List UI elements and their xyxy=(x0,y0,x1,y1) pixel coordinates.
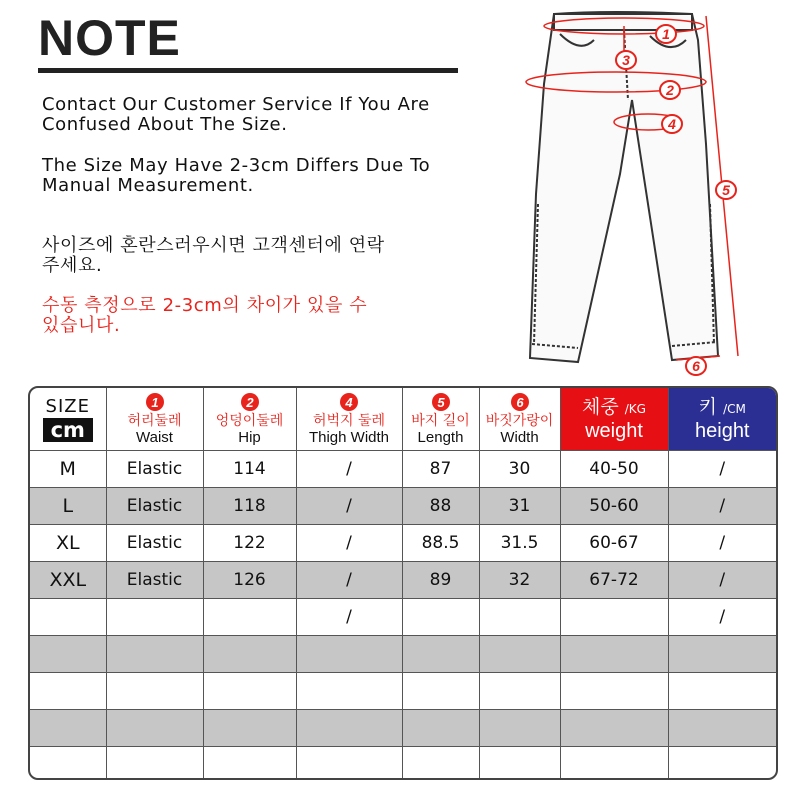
svg-text:2: 2 xyxy=(245,394,254,410)
table-row xyxy=(30,710,776,747)
marker-1-icon xyxy=(656,25,676,43)
marker-6-icon xyxy=(686,357,706,375)
number-2-icon xyxy=(235,392,265,412)
cell-width xyxy=(479,599,560,636)
cell-hip: 122 xyxy=(203,525,296,562)
cell-height xyxy=(668,747,776,781)
note-paragraph-measure-ko: 수동 측정으로 2-3cm의 차이가 있을 수 있습니다. xyxy=(42,295,368,336)
cell-width xyxy=(479,747,560,781)
svg-text:1: 1 xyxy=(662,26,670,42)
cell-thigh xyxy=(296,673,402,710)
header-height: 키 /CM height xyxy=(668,388,776,451)
header-length: 5 바지 길이 Length xyxy=(402,388,479,451)
cell-hip: 114 xyxy=(203,451,296,488)
table-row xyxy=(30,451,776,488)
marker-3-icon xyxy=(616,51,636,69)
marker-4-icon xyxy=(662,115,682,133)
cell-thigh: / xyxy=(296,488,402,525)
cell-width: 32 xyxy=(479,562,560,599)
marker-2-icon xyxy=(660,81,680,99)
cell-size: L xyxy=(30,488,106,525)
svg-text:1: 1 xyxy=(150,394,159,410)
table-row xyxy=(30,673,776,710)
header-hip: 2 엉덩이둘레 Hip xyxy=(203,388,296,451)
cell-thigh xyxy=(296,747,402,781)
note-paragraph-measure-en: The Size May Have 2-3cm Differs Due To Manual Measurement. xyxy=(42,155,431,196)
table-row xyxy=(30,488,776,525)
cell-height: / xyxy=(668,525,776,562)
cell-size: XXL xyxy=(30,562,106,599)
cell-hip xyxy=(203,599,296,636)
svg-text:2: 2 xyxy=(666,82,674,98)
cell-height xyxy=(668,673,776,710)
header-width: 6 바짓가랑이 Width xyxy=(479,388,560,451)
cell-waist xyxy=(106,599,203,636)
cell-height: / xyxy=(668,599,776,636)
cell-height xyxy=(668,710,776,747)
cell-thigh: / xyxy=(296,525,402,562)
cell-width: 31 xyxy=(479,488,560,525)
cell-size: XL xyxy=(30,525,106,562)
table-row xyxy=(30,747,776,781)
cell-weight xyxy=(560,636,668,673)
note-paragraph-contact-en: Contact Our Customer Service If You Are Confused About The Size. xyxy=(42,94,430,135)
cell-weight: 67-72 xyxy=(560,562,668,599)
svg-text:5: 5 xyxy=(722,182,730,198)
cell-hip xyxy=(203,710,296,747)
size-chart-table xyxy=(28,386,778,780)
table-row xyxy=(30,636,776,673)
cell-waist xyxy=(106,710,203,747)
cell-size xyxy=(30,636,106,673)
svg-text:3: 3 xyxy=(622,52,630,68)
cell-weight: 40-50 xyxy=(560,451,668,488)
unit-cm-badge: cm xyxy=(43,418,93,442)
cell-hip xyxy=(203,636,296,673)
cell-length: 88.5 xyxy=(402,525,479,562)
cell-width xyxy=(479,710,560,747)
cell-hip: 118 xyxy=(203,488,296,525)
cell-thigh: / xyxy=(296,599,402,636)
cell-weight xyxy=(560,710,668,747)
cell-hip: 126 xyxy=(203,562,296,599)
cell-weight: 50-60 xyxy=(560,488,668,525)
header-thigh-width: 4 허벅지 둘레 Thigh Width xyxy=(296,388,402,451)
svg-text:5: 5 xyxy=(436,394,445,410)
cell-thigh xyxy=(296,710,402,747)
svg-text:4: 4 xyxy=(668,116,676,132)
cell-height: / xyxy=(668,562,776,599)
note-divider xyxy=(38,68,458,73)
cell-weight xyxy=(560,747,668,781)
cell-weight xyxy=(560,673,668,710)
cell-waist xyxy=(106,636,203,673)
cell-weight: 60-67 xyxy=(560,525,668,562)
marker-5-icon xyxy=(716,181,736,199)
cell-width xyxy=(479,636,560,673)
svg-text:4: 4 xyxy=(345,394,353,410)
cell-size xyxy=(30,673,106,710)
cell-waist: Elastic xyxy=(106,451,203,488)
cell-length xyxy=(402,636,479,673)
table-header-row xyxy=(30,388,776,451)
cell-width xyxy=(479,673,560,710)
cell-length xyxy=(402,673,479,710)
cell-thigh: / xyxy=(296,451,402,488)
cell-size: M xyxy=(30,451,106,488)
cell-weight xyxy=(560,599,668,636)
cell-length: 87 xyxy=(402,451,479,488)
cell-width: 31.5 xyxy=(479,525,560,562)
header-waist: 1 허리둘레 Waist xyxy=(106,388,203,451)
pants-diagram xyxy=(520,4,800,384)
cell-size xyxy=(30,710,106,747)
cell-size xyxy=(30,599,106,636)
cell-height xyxy=(668,636,776,673)
cell-height: / xyxy=(668,488,776,525)
cell-length: 89 xyxy=(402,562,479,599)
cell-hip xyxy=(203,673,296,710)
note-paragraph-contact-ko: 사이즈에 혼란스러우시면 고객센터에 연락 주세요. xyxy=(42,235,385,276)
cell-waist xyxy=(106,747,203,781)
cell-height: / xyxy=(668,451,776,488)
number-6-icon xyxy=(505,392,535,412)
cell-length xyxy=(402,747,479,781)
cell-length xyxy=(402,599,479,636)
number-4-icon xyxy=(334,392,364,412)
cell-waist: Elastic xyxy=(106,488,203,525)
cell-width: 30 xyxy=(479,451,560,488)
note-title: NOTE xyxy=(38,10,181,66)
cell-waist: Elastic xyxy=(106,525,203,562)
cell-thigh xyxy=(296,636,402,673)
number-1-icon xyxy=(140,392,170,412)
cell-hip xyxy=(203,747,296,781)
table-row xyxy=(30,562,776,599)
cell-waist xyxy=(106,673,203,710)
header-weight: 체중 /KG weight xyxy=(560,388,668,451)
cell-size xyxy=(30,747,106,781)
cell-waist: Elastic xyxy=(106,562,203,599)
svg-text:6: 6 xyxy=(515,394,524,410)
cell-length: 88 xyxy=(402,488,479,525)
size-header: SIZE cm xyxy=(30,388,106,451)
cell-length xyxy=(402,710,479,747)
cell-thigh: / xyxy=(296,562,402,599)
svg-text:6: 6 xyxy=(692,358,700,374)
table-row xyxy=(30,599,776,636)
table-row xyxy=(30,525,776,562)
number-5-icon xyxy=(426,392,456,412)
